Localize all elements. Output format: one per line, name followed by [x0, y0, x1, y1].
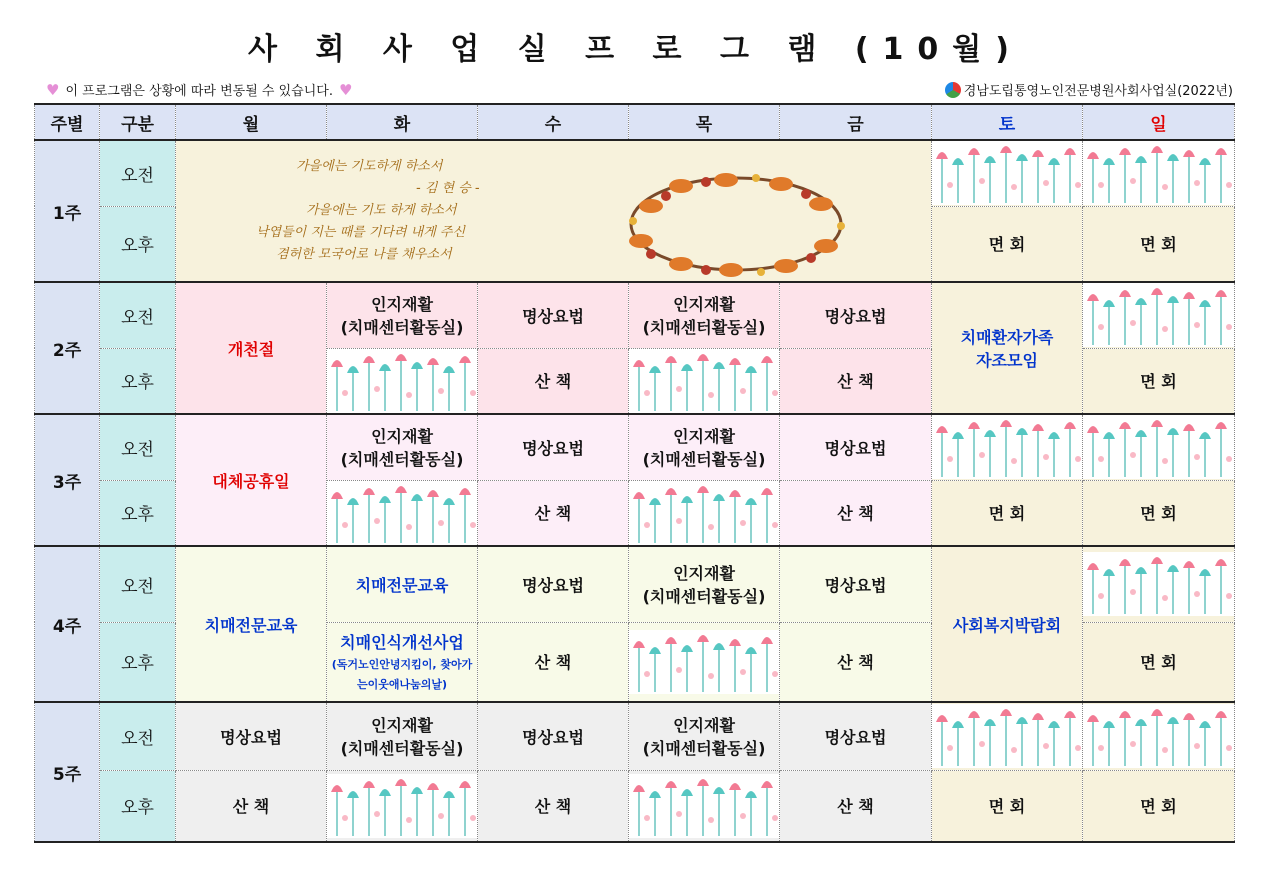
poem [176, 156, 931, 266]
schedule-table [34, 103, 1235, 843]
header-tue: 화 [327, 104, 478, 140]
slot-am: 오전 [100, 414, 176, 480]
cognitive-cell [629, 546, 780, 622]
flower-decoration-image [1083, 552, 1234, 616]
header-row [35, 104, 1235, 140]
cognitive-cell [629, 282, 780, 348]
flower-decoration-image [629, 349, 779, 413]
slot-am: 오전 [100, 702, 176, 770]
visit-cell: 면 회 [1083, 770, 1235, 842]
dementia-edu-cell: 치매전문교육 [176, 546, 327, 702]
cognitive-place: (치매센터활동실) [340, 739, 464, 759]
autumn-wreath-image [611, 166, 861, 282]
cognitive-label: 인지재활 [673, 564, 735, 584]
visit-cell: 면 회 [1083, 622, 1235, 702]
week-label: 4주 [35, 546, 100, 702]
cognitive-label: 인지재활 [673, 427, 735, 447]
flower-decoration-image [1083, 283, 1234, 347]
family-group-cell [932, 282, 1083, 414]
week3-sun-am [1083, 414, 1235, 480]
walk-cell: 산 책 [478, 770, 629, 842]
visit-cell: 면 회 [932, 206, 1083, 282]
slot-am: 오전 [100, 140, 176, 206]
cognitive-label: 인지재활 [371, 716, 433, 736]
walk-cell: 산 책 [780, 770, 932, 842]
meditation-cell: 명상요법 [478, 282, 629, 348]
walk-cell: 산 책 [780, 348, 932, 414]
cognitive-label: 인지재활 [371, 427, 433, 447]
visit-cell: 면 회 [1083, 348, 1235, 414]
week3-am-row [35, 414, 1235, 480]
week5-sun-am [1083, 702, 1235, 770]
notice-label: 이 프로그램은 상황에 따라 변동될 수 있습니다. [65, 84, 333, 99]
week5-am-row [35, 702, 1235, 770]
flower-decoration-image [327, 349, 477, 413]
slot-pm: 오후 [100, 770, 176, 842]
visit-cell: 면 회 [932, 770, 1083, 842]
walk-cell: 산 책 [478, 622, 629, 702]
flower-decoration-image [932, 141, 1082, 205]
week4-sun-am [1083, 546, 1235, 622]
visit-cell: 면 회 [1083, 480, 1235, 546]
poem-cell [176, 140, 932, 282]
cognitive-cell [629, 702, 780, 770]
week5-thu-pm [629, 770, 780, 842]
week1-sun-am [1083, 140, 1235, 206]
welfare-expo-cell: 사회복지박람회 [932, 546, 1083, 702]
poem-line: 겸허한 모국어로 나를 채우소서 [276, 247, 452, 262]
cognitive-place: (치매센터활동실) [642, 318, 766, 338]
week-label: 5주 [35, 702, 100, 842]
header-sat: 토 [932, 104, 1083, 140]
notice-text [40, 80, 358, 99]
week-label: 2주 [35, 282, 100, 414]
walk-cell: 산 책 [176, 770, 327, 842]
heart-icon: ♥ [46, 81, 60, 99]
cognitive-cell [327, 702, 478, 770]
meditation-cell: 명상요법 [780, 282, 932, 348]
week2-thu-pm [629, 348, 780, 414]
flower-decoration-image [327, 481, 477, 545]
cognitive-label: 인지재활 [371, 295, 433, 315]
dementia-edu-cell: 치매전문교육 [327, 546, 478, 622]
week5-pm-row [35, 770, 1235, 842]
slot-pm: 오후 [100, 480, 176, 546]
flower-decoration-image [932, 415, 1082, 479]
cognitive-place: (치매센터활동실) [642, 450, 766, 470]
slot-pm: 오후 [100, 206, 176, 282]
heart-icon: ♥ [338, 81, 353, 99]
flower-decoration-image [629, 630, 779, 694]
week4-am-row [35, 546, 1235, 622]
week3-sat-am [932, 414, 1083, 480]
slot-pm: 오후 [100, 622, 176, 702]
cognitive-place: (치매센터활동실) [340, 318, 464, 338]
org-logo-icon [945, 82, 961, 98]
visit-cell: 면 회 [932, 480, 1083, 546]
family-group-label: 치매환자가족 [960, 328, 1054, 347]
meditation-cell: 명상요법 [478, 414, 629, 480]
slot-am: 오전 [100, 282, 176, 348]
week1-sat-am [932, 140, 1083, 206]
holiday-cell: 대체공휴일 [176, 414, 327, 546]
week-label: 1주 [35, 140, 100, 282]
holiday-cell: 개천절 [176, 282, 327, 414]
meditation-cell: 명상요법 [780, 546, 932, 622]
poem-author: - 김 현 승 - [416, 181, 480, 196]
cognitive-place: (치매센터활동실) [642, 739, 766, 759]
cognitive-cell [327, 282, 478, 348]
slot-am: 오전 [100, 546, 176, 622]
week1-am-row [35, 140, 1235, 206]
week5-tue-pm [327, 770, 478, 842]
dementia-awareness-label: 치매인식개선사업 [340, 633, 464, 653]
dementia-awareness-detail: (독거노인안녕지킴이, 찾아가는이웃애나눔의날) [331, 658, 473, 692]
cognitive-cell [327, 414, 478, 480]
week2-am-row [35, 282, 1235, 348]
meditation-cell: 명상요법 [478, 546, 629, 622]
poem-line: 낙엽들이 지는 때를 기다려 내게 주신 [256, 225, 466, 240]
visit-cell: 면 회 [1083, 206, 1235, 282]
page-title: 사 회 사 업 실 프 로 그 램 (10월) [248, 32, 1023, 67]
week5-sat-am [932, 702, 1083, 770]
cognitive-place: (치매센터활동실) [642, 587, 766, 607]
flower-decoration-image [932, 704, 1082, 768]
walk-cell: 산 책 [478, 348, 629, 414]
walk-cell: 산 책 [478, 480, 629, 546]
week2-sun-am [1083, 282, 1235, 348]
flower-decoration-image [1083, 704, 1234, 768]
slot-pm: 오후 [100, 348, 176, 414]
meditation-cell: 명상요법 [478, 702, 629, 770]
cognitive-place: (치매센터활동실) [340, 450, 464, 470]
cognitive-cell [629, 414, 780, 480]
header-thu: 목 [629, 104, 780, 140]
flower-decoration-image [629, 774, 779, 838]
header-part: 구분 [100, 104, 176, 140]
meditation-cell: 명상요법 [780, 414, 932, 480]
flower-decoration-image [1083, 415, 1234, 479]
walk-cell: 산 책 [780, 622, 932, 702]
meditation-cell: 명상요법 [780, 702, 932, 770]
header-wed: 수 [478, 104, 629, 140]
header-sun: 일 [1083, 104, 1235, 140]
week3-tue-pm [327, 480, 478, 546]
organization-label: 경남도립통영노인전문병원사회사업실(2022년) [963, 84, 1233, 99]
cognitive-label: 인지재활 [673, 716, 735, 736]
header-fri: 금 [780, 104, 932, 140]
poem-line: 가을에는 기도하게 하소서 [296, 159, 443, 174]
week3-thu-pm [629, 480, 780, 546]
organization [945, 80, 1233, 99]
family-group-label: 자조모임 [976, 351, 1038, 370]
meditation-cell: 명상요법 [176, 702, 327, 770]
cognitive-label: 인지재활 [673, 295, 735, 315]
poem-line: 가을에는 기도 하게 하소서 [306, 203, 457, 218]
week4-thu-pm [629, 622, 780, 702]
flower-decoration-image [1083, 141, 1234, 205]
flower-decoration-image [629, 481, 779, 545]
week2-tue-pm [327, 348, 478, 414]
flower-decoration-image [327, 774, 477, 838]
week-label: 3주 [35, 414, 100, 546]
dementia-awareness-cell [327, 622, 478, 702]
header-mon: 월 [176, 104, 327, 140]
header-week: 주별 [35, 104, 100, 140]
walk-cell: 산 책 [780, 480, 932, 546]
